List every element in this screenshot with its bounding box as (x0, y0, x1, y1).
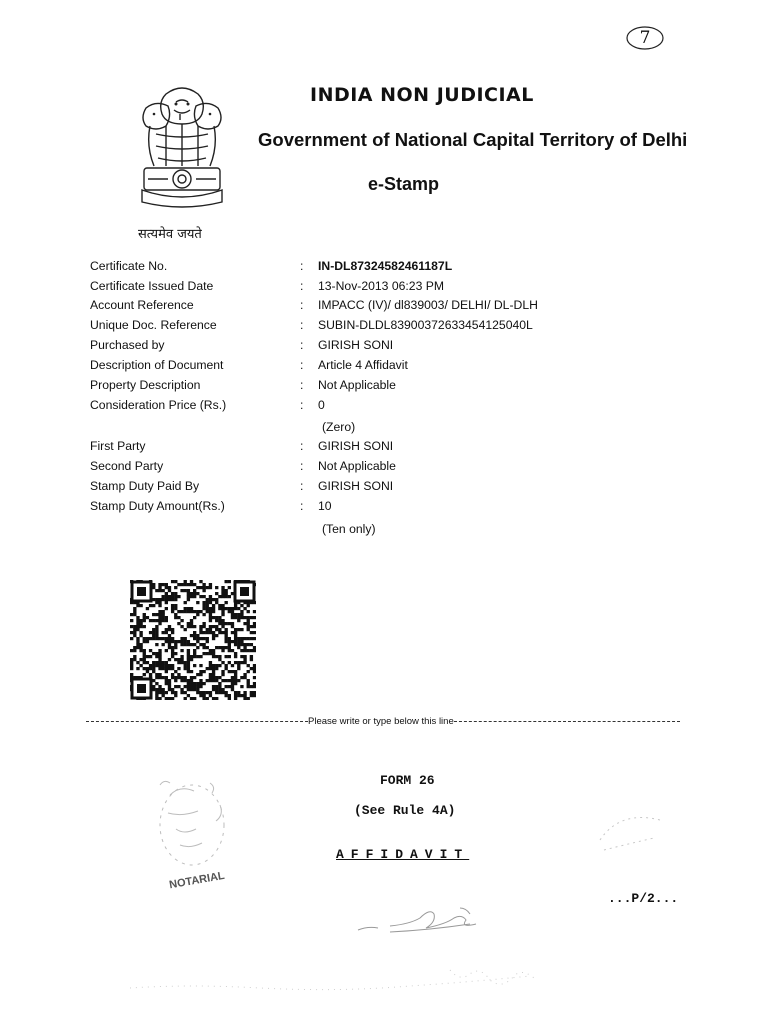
ashoka-emblem-icon (136, 84, 228, 216)
continued-marker: ...P/2... (608, 891, 679, 906)
cert-label: First Party (90, 439, 146, 453)
cert-row-description (0, 358, 765, 378)
cert-colon: : (300, 298, 304, 312)
cert-colon: : (300, 338, 304, 352)
cert-value: GIRISH SONI (318, 439, 394, 453)
cert-row-second-party (0, 459, 765, 479)
cert-colon: : (300, 378, 304, 392)
form-rule: (See Rule 4A) (354, 803, 456, 818)
cert-value: SUBIN-DLDL83900372633454125040L (318, 318, 533, 332)
cert-colon: : (300, 398, 304, 412)
notary-stamp-text: NOTARIAL (168, 869, 226, 892)
cert-colon: : (300, 259, 304, 273)
cert-colon: : (300, 439, 304, 453)
signature-icon (350, 900, 530, 940)
cert-label: Description of Document (90, 358, 224, 372)
write-below-divider (86, 716, 706, 730)
cert-value: Article 4 Affidavit (318, 358, 408, 372)
cert-value: 0 (318, 398, 325, 412)
cert-row-consideration-price (0, 398, 765, 418)
cert-label: Certificate No. (90, 259, 168, 273)
cert-row-issued-date (0, 279, 765, 299)
cert-value: Not Applicable (318, 459, 396, 473)
divider-dashes-right (454, 721, 680, 722)
notary-stamp-icon (150, 765, 260, 895)
cert-label: Second Party (90, 459, 164, 473)
page-number: 7 (628, 26, 662, 50)
cert-value: IN-DL87324582461187L (318, 259, 453, 273)
cert-value: 10 (318, 499, 332, 513)
cert-value: IMPACC (IV)/ dl839003/ DELHI/ DL-DLH (318, 298, 538, 312)
divider-dashes-left (86, 721, 308, 722)
cert-value: 13-Nov-2013 06:23 PM (318, 279, 445, 293)
cert-label: Stamp Duty Amount(Rs.) (90, 499, 225, 513)
cert-colon: : (300, 479, 304, 493)
cert-row-first-party (0, 439, 765, 459)
divider-text: Please write or type below this line (308, 716, 454, 727)
stamp-duty-words: (Ten only) (322, 522, 376, 536)
cert-label: Purchased by (90, 338, 165, 352)
cert-value: GIRISH SONI (318, 479, 394, 493)
cert-row-stamp-duty-amount (0, 499, 765, 519)
faint-handwriting-icon (120, 960, 580, 1000)
faint-seal-icon (590, 800, 670, 860)
emblem-motto: सत्यमेव जयते (138, 227, 202, 242)
cert-colon: : (300, 318, 304, 332)
cert-row-account-reference (0, 298, 765, 318)
header-estamp: e-Stamp (368, 174, 440, 194)
cert-label: Unique Doc. Reference (90, 318, 217, 332)
qr-code-icon (130, 580, 256, 700)
cert-colon: : (300, 499, 304, 513)
cert-colon: : (300, 459, 304, 473)
consideration-words: (Zero) (322, 420, 356, 434)
cert-label: Stamp Duty Paid By (90, 479, 200, 493)
cert-row-property-description (0, 378, 765, 398)
cert-row-certificate-no (0, 259, 765, 279)
cert-label: Property Description (90, 378, 201, 392)
header-government: Government of National Capital Territory of Delhi (258, 129, 688, 150)
cert-colon: : (300, 279, 304, 293)
cert-row-purchased-by (0, 338, 765, 358)
cert-label: Account Reference (90, 298, 194, 312)
cert-value: Not Applicable (318, 378, 396, 392)
cert-row-unique-doc-reference (0, 318, 765, 338)
cert-colon: : (300, 358, 304, 372)
cert-label: Consideration Price (Rs.) (90, 398, 227, 412)
cert-label: Certificate Issued Date (90, 279, 214, 293)
affidavit-heading: AFFIDAVIT (336, 847, 470, 862)
form-title: FORM 26 (380, 773, 435, 788)
cert-value: GIRISH SONI (318, 338, 394, 352)
header-title: INDIA NON JUDICIAL (310, 84, 534, 106)
cert-row-stamp-duty-paid-by (0, 479, 765, 499)
